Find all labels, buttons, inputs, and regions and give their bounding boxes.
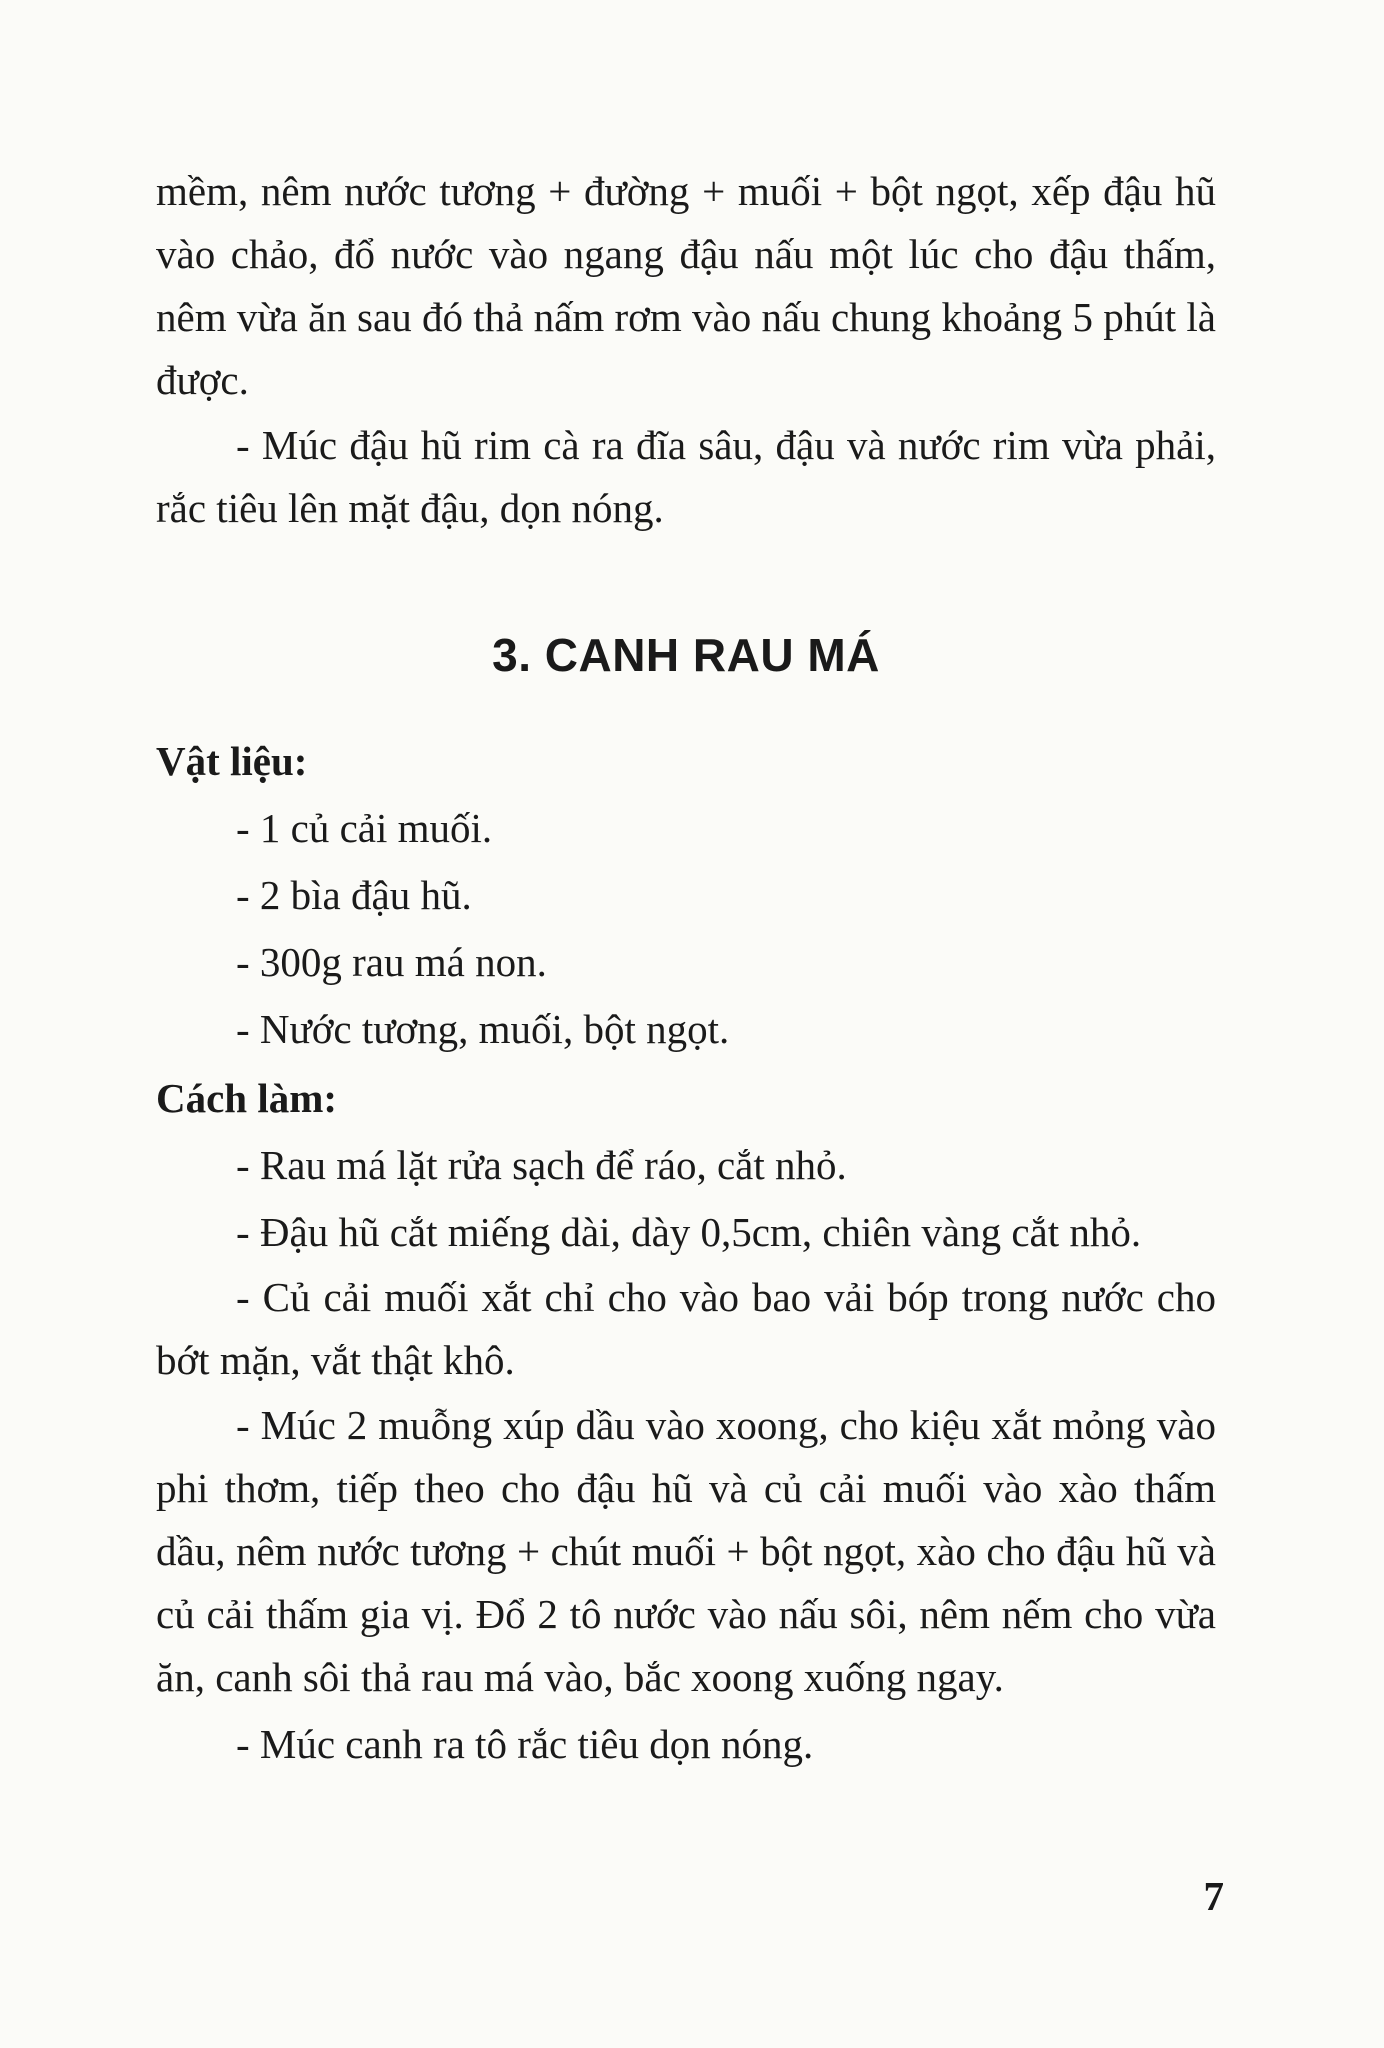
ingredients-heading: Vật liệu:: [156, 738, 308, 784]
page-number: 7: [1203, 1873, 1224, 1919]
method-step: - Rau má lặt rửa sạch để ráo, cắt nhỏ.: [236, 1142, 847, 1188]
ingredient-item: - 300g rau má non.: [236, 939, 547, 985]
ingredient-item: - Nước tương, muối, bột ngọt.: [236, 1006, 730, 1052]
method-step: - Đậu hũ cắt miếng dài, dày 0,5cm, chiên vàng cắt nhỏ.: [236, 1209, 1142, 1255]
ingredient-item: - 2 bìa đậu hũ.: [236, 872, 472, 918]
method-step: - Củ cải muối xắt chỉ cho vào bao vải bóp trong nước cho bớt mặn, vắt thật khô.: [156, 1274, 1216, 1383]
method-heading: Cách làm:: [156, 1075, 338, 1121]
ingredient-item: - 1 củ cải muối.: [236, 805, 493, 851]
method-step: - Múc canh ra tô rắc tiêu dọn nóng.: [236, 1721, 814, 1767]
method-step: - Múc 2 muỗng xúp dầu vào xoong, cho kiệu xắt mỏng vào phi thơm, tiếp theo cho đậu hũ và củ cải muối vào xào thấm dầu, nêm nước tương + chút muối + bột ngọt, xào cho đậu hũ và củ cải thấm gia vị. Đổ 2 tô nước vào nấu sôi, nêm nếm cho vừa ăn, canh sôi thả rau má vào, bắc xoong xuống ngay.: [156, 1402, 1216, 1700]
page-content: [156, 160, 1216, 1776]
continued-paragraph: mềm, nêm nước tương + đường + muối + bột ngọt, xếp đậu hũ vào chảo, đổ nước vào ngang đậu nấu một lúc cho đậu thấm, nêm vừa ăn sau đó thả nấm rơm vào nấu chung khoảng 5 phút là được.: [156, 168, 1216, 403]
recipe-title: 3. CANH RAU MÁ: [492, 629, 880, 681]
serving-paragraph: - Múc đậu hũ rim cà ra đĩa sâu, đậu và nước rim vừa phải, rắc tiêu lên mặt đậu, dọn nóng.: [156, 422, 1216, 531]
